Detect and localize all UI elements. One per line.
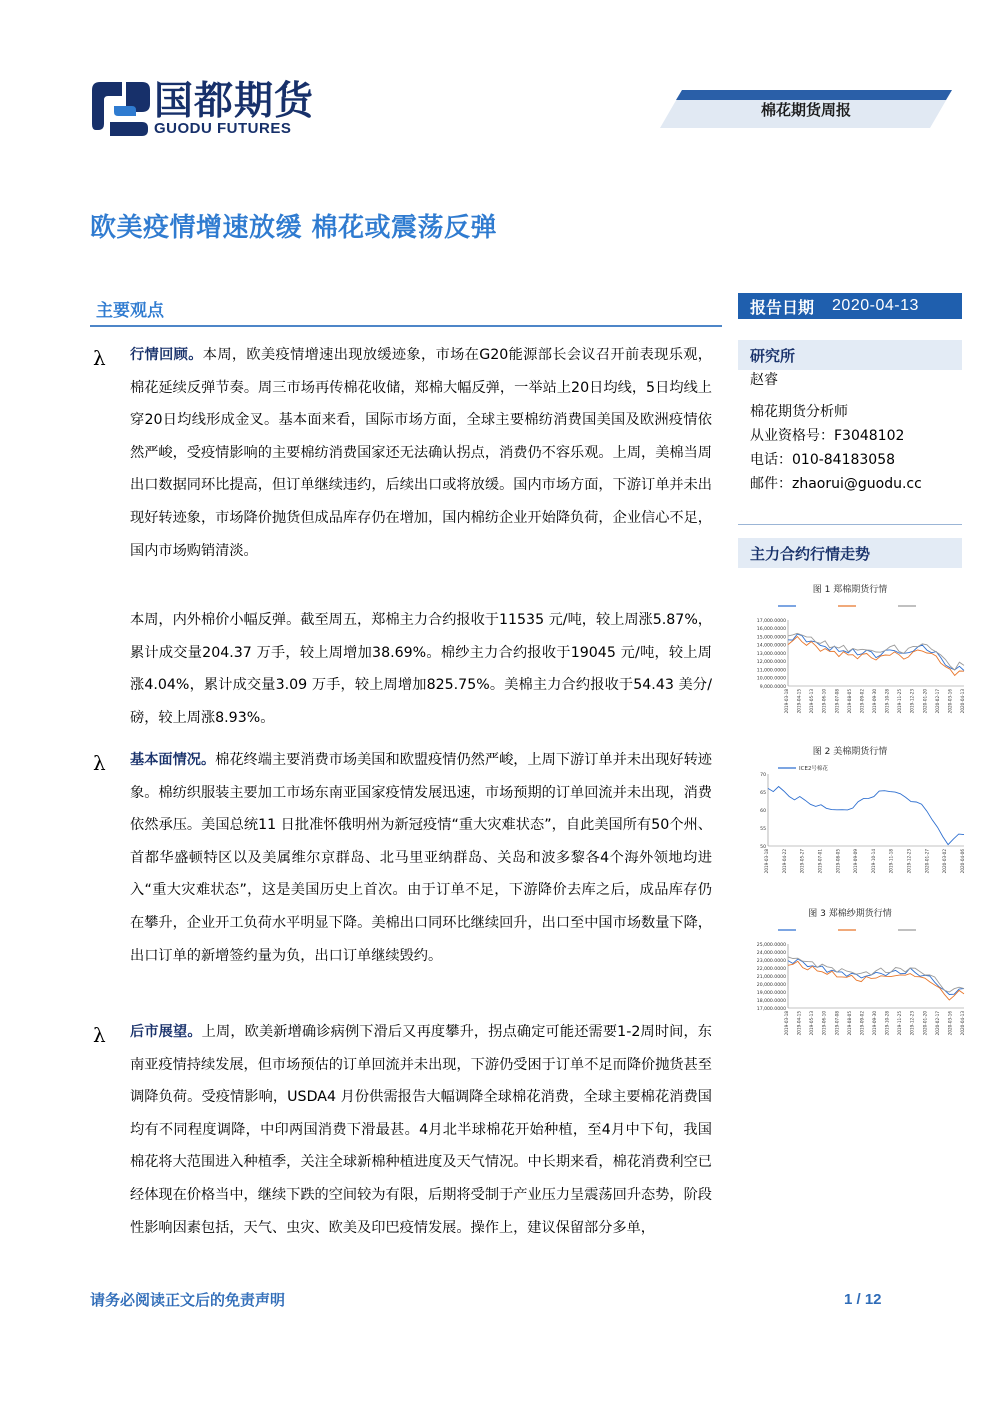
- x-tick-label: 2019-06-10: [821, 689, 827, 714]
- chart-2-title: 图 2 美棉期货行情: [812, 747, 888, 757]
- analyst-license: 从业资格号：F3048102: [750, 428, 905, 444]
- y-tick-label: 10,000.0000: [756, 676, 786, 682]
- page-title: 欧美疫情增速放缓 棉花或震荡反弹: [90, 213, 498, 243]
- x-tick-label: 2019-11-18: [888, 849, 894, 874]
- x-tick-label: 2020-03-16: [947, 1011, 953, 1036]
- y-tick-label: 16,000.0000: [756, 627, 786, 633]
- outlook-text: 上周，欧美新增确诊病例下滑后又再度攀升，拐点确定可能还需要1-2周时间，东南亚疫情持续发展，但市场预估的订单回流并未出现，下游仍受困于订单不足而降价抛货甚至调降负荷。受疫情影响，USDA4 月份供需报告大幅调降全球棉花消费，全球主要棉花消费国均有不同程度调降，中印两国消费下滑最甚。4月北半球棉花开始种植，至4月中下旬，我国棉花将大范围进入种植季，关注全球新棉种植进度及天气情况。中长期来看，棉花消费利空已经体现在价格当中，继续下跌的空间较为有限，后期将受制于产业压力呈震荡回升态势，阶段性影响因素包括，天气、虫灾、欧美及印巴疫情发展。操作上，建议保留部分多单，: [130, 1024, 712, 1236]
- y-tick-label: 55: [760, 826, 766, 832]
- fundamentals-lead: 基本面情况。: [130, 752, 216, 768]
- x-tick-label: 2019-10-28: [884, 1011, 890, 1036]
- x-tick-label: 2019-09-09: [853, 849, 859, 874]
- bullet-symbol: λ: [93, 751, 106, 775]
- y-tick-label: 17,000.0000: [756, 1006, 786, 1012]
- y-tick-label: 20,000.0000: [756, 982, 786, 988]
- market-review-lead: 行情回顾。: [130, 347, 203, 363]
- x-tick-label: 2019-03-18: [784, 689, 789, 714]
- x-tick-label: 2019-10-14: [870, 849, 876, 874]
- x-tick-label: 2019-03-18: [784, 1011, 789, 1036]
- trend-heading: [738, 538, 962, 568]
- y-tick-label: 50: [760, 844, 766, 850]
- logo-emblem-icon: [92, 76, 150, 136]
- report-date-box: [738, 293, 962, 319]
- fundamentals-text: 棉花终端主要消费市场美国和欧盟疫情仍然严峻，上周下游订单并未出现好转迹象。棉纺织服装主要加工市场东南亚国家疫情发展迅速，市场预期的订单回流并未出现，消费依然承压。美国总统11 日批准怀俄明州为新冠疫情“重大灾难状态”，自此美国所有50个州、首都华盛顿特区以及美属维尔京群岛、北马里亚纳群岛、关岛和波多黎各4个海外领地均进入“重大灾难状态”，这是美国历史上首次。由于订单不足，下游降价去库之后，成品库存仍在攀升，企业开工负荷水平明显下降。美棉出口同环比继续回升，出口至中国市场数量下降，出口订单的新增签约量为负，出口订单继续毁约。: [130, 752, 712, 964]
- y-tick-label: 9,000.0000: [759, 684, 786, 690]
- legend-label: ICE2号棉花: [799, 766, 828, 772]
- price-summary-paragraph: [130, 604, 712, 734]
- x-tick-label: 2019-07-08: [834, 1011, 840, 1036]
- analyst-name: 赵睿: [750, 372, 778, 388]
- market-review-text: 本周，欧美疫情增速出现放缓迹象，市场在G20能源部长会议召开前表现乐观，棉花延续反弹节奏。周三市场再传棉花收储，郑棉大幅反弹，一举站上20日均线，5日均线上穿20日均线形成金叉。基本面来看，国际市场方面，全球主要棉纺消费国美国及欧洲疫情依然严峻，受疫情影响的主要棉纺消费国家还无法确认拐点，消费仍不容乐观。上周，美棉当周出口数据同环比提高，但订单继续违约，后续出口或将放缓。国内市场方面，下游订单并未出现好转迹象，市场降价抛货但成品库存仍在增加，国内棉纺企业开始降负荷，企业信心不足，国内市场购销清淡。: [130, 347, 712, 559]
- y-tick-label: 12,000.0000: [756, 660, 786, 666]
- section-divider: [90, 325, 722, 327]
- x-tick-label: 2020-02-17: [934, 1011, 940, 1036]
- x-tick-label: 2019-08-05: [846, 1011, 852, 1036]
- disclaimer-note: 请务必阅读正文后的免责声明: [90, 1291, 286, 1309]
- y-tick-label: 13,000.0000: [756, 651, 786, 657]
- x-tick-label: 2020-03-02: [942, 849, 948, 874]
- sidebar-divider: [738, 524, 962, 525]
- x-tick-label: 2020-04-13: [960, 1011, 965, 1036]
- x-tick-label: 2019-08-05: [835, 849, 841, 874]
- y-tick-label: 23,000.0000: [756, 958, 786, 964]
- market-review-paragraph: [130, 339, 712, 567]
- chart-1-zhengzhou-cotton: [738, 598, 970, 728]
- y-tick-label: 24,000.0000: [756, 950, 786, 956]
- x-tick-label: 2019-12-23: [909, 689, 915, 714]
- bullet-symbol: λ: [93, 1023, 106, 1047]
- analyst-info: [750, 368, 970, 496]
- x-tick-label: 2019-10-28: [884, 689, 890, 714]
- y-tick-label: 19,000.0000: [756, 990, 786, 996]
- trend-label: 主力合约行情走势: [750, 544, 871, 563]
- x-tick-label: 2019-03-18: [764, 849, 769, 874]
- x-tick-label: 2019-09-02: [859, 689, 865, 714]
- x-tick-label: 2019-04-15: [796, 689, 802, 714]
- x-tick-label: 2019-07-01: [817, 849, 823, 874]
- x-tick-label: 2019-08-05: [846, 689, 852, 714]
- y-tick-label: 17,000.0000: [756, 618, 786, 624]
- chart-3-title: 图 3 郑棉纱期货行情: [808, 909, 892, 919]
- logo-english-name: GUODU FUTURES: [154, 120, 292, 137]
- x-tick-label: 2020-01-20: [922, 1011, 928, 1036]
- x-tick-label: 2019-07-08: [834, 689, 840, 714]
- y-tick-label: 14,000.0000: [756, 643, 786, 649]
- chart-3-cotton-yarn: [738, 922, 970, 1048]
- x-tick-label: 2020-02-17: [934, 689, 940, 714]
- analyst-phone: 电话：010-84183058: [750, 452, 896, 468]
- x-tick-label: 2019-11-25: [897, 689, 903, 714]
- analyst-role: 棉花期货分析师: [750, 404, 848, 420]
- fundamentals-paragraph: [130, 744, 712, 972]
- page-number: 1 / 12: [844, 1291, 882, 1308]
- institute-heading: [738, 340, 962, 370]
- series-line: [788, 633, 964, 670]
- institute-label: 研究所: [750, 346, 796, 365]
- y-tick-label: 11,000.0000: [756, 668, 786, 674]
- x-tick-label: 2020-03-16: [947, 689, 953, 714]
- x-tick-label: 2019-09-02: [859, 1011, 865, 1036]
- analyst-email[interactable]: 邮件：zhaorui@guodu.cc: [750, 476, 922, 492]
- x-tick-label: 2019-04-22: [781, 849, 787, 874]
- report-type-tag: [660, 90, 952, 128]
- x-tick-label: 2020-04-13: [960, 689, 965, 714]
- y-tick-label: 18,000.0000: [756, 998, 786, 1004]
- report-date-label: 报告日期: [750, 297, 815, 317]
- x-tick-label: 2019-11-25: [897, 1011, 903, 1036]
- x-tick-label: 2019-12-23: [906, 849, 912, 874]
- series-line: [768, 787, 964, 845]
- logo-chinese-name: 国都期货: [154, 79, 315, 124]
- x-tick-label: 2019-09-30: [872, 1011, 877, 1036]
- outlook-lead: 后市展望。: [130, 1024, 202, 1040]
- y-tick-label: 22,000.0000: [756, 966, 786, 972]
- y-tick-label: 15,000.0000: [756, 635, 786, 641]
- y-tick-label: 70: [760, 772, 766, 778]
- outlook-paragraph: [130, 1016, 712, 1244]
- x-tick-label: 2019-04-15: [796, 1011, 802, 1036]
- x-tick-label: 2019-05-13: [809, 689, 815, 714]
- report-type-label: 棉花期货周报: [760, 100, 851, 119]
- y-tick-label: 60: [760, 808, 766, 814]
- y-tick-label: 25,000.0000: [756, 942, 786, 948]
- price-summary-text: 本周，内外棉价小幅反弹。截至周五，郑棉主力合约报收于11535 元/吨，较上周涨5.87%，累计成交量204.37 万手，较上周增加38.69%。棉纱主力合约报收于19045 元/吨，较上周涨4.04%，累计成交量3.09 万手，较上周增加825.75%。美棉主力合约报收于54.43 美分/磅，较上周涨8.93%。: [130, 612, 712, 726]
- y-tick-label: 21,000.0000: [756, 974, 786, 980]
- bullet-symbol: λ: [93, 346, 106, 370]
- report-date-value: 2020-04-13: [832, 297, 919, 314]
- chart-1-title: 图 1 郑棉期货行情: [812, 585, 888, 595]
- x-tick-label: 2019-05-27: [799, 849, 805, 874]
- chart-2-us-cotton: [738, 760, 970, 884]
- x-tick-label: 2019-05-13: [809, 1011, 815, 1036]
- section-heading: 主要观点: [96, 301, 164, 321]
- x-tick-label: 2020-01-27: [924, 849, 930, 874]
- x-tick-label: 2019-06-10: [821, 1011, 827, 1036]
- x-tick-label: 2019-09-30: [872, 689, 877, 714]
- x-tick-label: 2020-01-20: [922, 689, 928, 714]
- x-tick-label: 2020-04-06: [960, 849, 965, 874]
- x-tick-label: 2019-12-23: [909, 1011, 915, 1036]
- series-line: [788, 637, 964, 676]
- y-tick-label: 65: [760, 790, 766, 796]
